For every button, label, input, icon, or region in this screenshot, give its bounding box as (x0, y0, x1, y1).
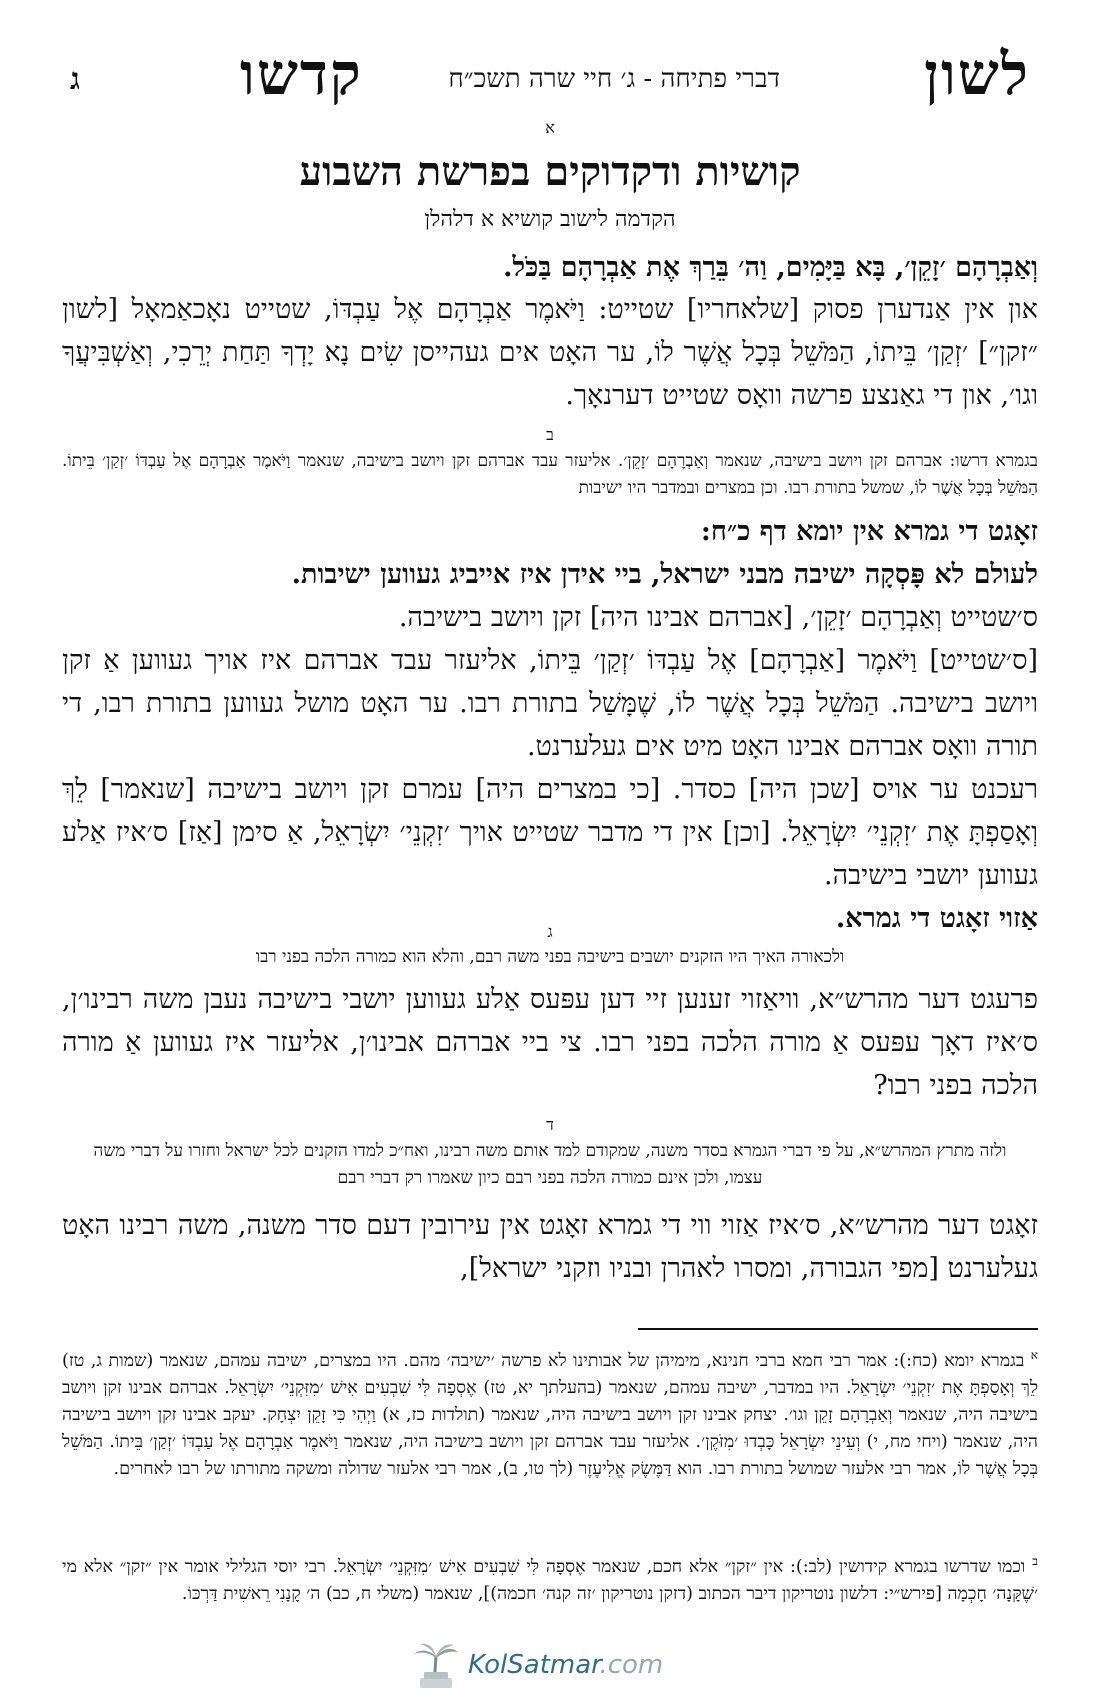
footnote-2-mark: ב (1032, 1554, 1038, 1568)
logo-text (468, 1650, 663, 1680)
verse-line: וְאַבְרָהָם ׳זָקֵן׳, בָּא בַּיָּמִים, וַה׳ בֵּרַךְ אֶת אַבְרָהָם בַּכֹּל. (503, 252, 1038, 283)
paragraph-2 (62, 510, 1038, 940)
caption-gimel: ולכאורה האיך היו הזקנים יושבים בישיבה בפני משה רבם, והלא הוא כמורה הלכה בפני רבו (255, 947, 845, 967)
footnote-1-mark: א (1030, 1348, 1038, 1362)
header-subtitle: דברי פתיחה - ג׳ חיי שרה תשכ״ח (448, 64, 780, 94)
paragraph-2-line-5: רעכנט ער אויס [שכן היה] כסדר. [כי במצרים היה] עמרם זקן ויושב בישיבה [שנאמר] לֵךְ וְאָסַפְתָּ אֶת ׳זִקְנֵי׳ יִשְׂרָאֵל. [וכן] אין די מדבר שטייט אויך ׳זִקְנֵי׳ יִשְׂרָאֵל, אַ סימן [אַז] ס׳איז אַלע געווען יושבי בישיבה. (62, 774, 1038, 891)
page-number: ג (70, 62, 80, 97)
header-kodesh: קדשו (240, 40, 363, 108)
caption-bet: בגמרא דרשו: אברהם זקן ויושב בישיבה, שנאמר וְאַבְרָהָם ׳זָקֵן׳. אליעזר עבד אברהם זקן ויושב בישיבה, שנאמר וַיֹּאמֶר אַבְרָהָם אֶל עַבְדּוֹ ׳זְקַן׳ בֵּיתוֹ. הַמֹּשֵׁל בְּכָל אֲשֶׁר לוֹ, שמשל בתורת רבו. וכן במצרים ובמדבר היו ישיבות (62, 451, 1038, 498)
footnote-1 (62, 1342, 1038, 1483)
kolsatmar-logo[interactable] (410, 1642, 710, 1692)
section-marker-alef: א (545, 118, 555, 137)
page-header (60, 40, 1040, 110)
section-marker-gimel: ג (547, 922, 553, 941)
header-lashon: לשון (924, 40, 1030, 108)
footnote-2 (62, 1548, 1038, 1608)
paragraph-1: און אין אַנדערן פסוק [שלאחריו] שטייט: וַיֹּאמֶר אַבְרָהָם אֶל עַבְדּוֹ, שטייט נאָכאַמאָל [לשון ״זקן״] ׳זְקַן׳ בֵּיתוֹ, הַמֹּשֵׁל בְּכָל אֲשֶׁר לוֹ, ער האָט אים געהייסן שִׂים נָא יָדְךָ תַּחַת יְרֵכִי, וְאַשְׁבִּיעֲךָ וגו׳, און די גאַנצע פרשה וואָס שטייט דערנאָך. (62, 294, 1038, 411)
paragraph-3: פרעגט דער מהרש״א, וויאַזוי זענען זיי דען עפּעס אַלע געווען יושבי בישיבה נעבן משה רבינו׳ן, ס׳איז דאָך עפּעס אַ מורה הלכה בפני רבו. צי ביי אברהם אבינו׳ן, אליעזר איז געווען אַ מורה הלכה בפני רבו? (62, 984, 1038, 1101)
section-marker-bet: ב (546, 425, 554, 444)
footnote-divider (638, 1328, 1038, 1330)
paragraph-2-line-4: [ס׳שטייט] וַיֹּאמֶר [אַבְרָהָם] אֶל עַבְדּוֹ ׳זְקַן׳ בֵּיתוֹ, אליעזר עבד אברהם איז אויך געווען אַ זקן ויושב בישיבה. הַמֹּשֵׁל בְּכָל אֲשֶׁר לוֹ, שֶׁמָּשַׁל בתורת רבו. ער האָט מושל געווען בתורת רבו, די תורה וואָס אברהם אבינו האָט מיט אים געלערנט. (62, 645, 1038, 762)
paragraph-2-line-2: לעולם לא פָּסְקָה ישיבה מבני ישראל, ביי אידן איז אייביג געווען ישיבות. (291, 559, 1038, 590)
paragraph-4: זאָגט דער מהרש״א, ס׳איז אַזוי ווי די גמרא זאָגט אין עירובין דעם סדר משנה, משה רבינו האָט געלערנט [מפי הגבורה, ומסרו לאהרן ובניו וזקני ישראל], (62, 1210, 1038, 1284)
paragraph-2-line-6: אַזוי זאָגט די גמרא. (835, 903, 1038, 934)
caption-dalet: ולזה מתרץ המהרש״א, על פי דברי הגמרא בסדר משנה, שמקודם למד אותם משה רבינו, ואח״כ למדו הזקנים לכל ישראל וחזרו על דברי משה עצמו, ולכן אינם כמורה הלכה בפני רבם כיון שאמרו רק דברי רבם (93, 1141, 1007, 1188)
section-marker-dalet: ד (546, 1115, 554, 1134)
footnote-1-text: בגמרא יומא (כח:): אמר רבי חמא ברבי חנינא, מימיהן של אבותינו לא פרשה ׳ישיבה׳ מהם. היו במצרים, ישיבה עמהם, שנאמר (שמות ג, טז) לֵךְ וְאָסַפְתָּ אֶת ׳זִקְנֵי׳ יִשְׂרָאֵל. היו במדבר, ישיבה עמהם, שנאמר (בהעלתך יא, טז) אֶסְפָה לִּי שִׁבְעִים אִישׁ ׳מִזִּקְנֵי׳ יִשְׂרָאֵל. אברהם אבינו זקן ויושב בישיבה היה, שנאמר וְאַבְרָהָם זָקֵן וגו׳. יצחק אבינו זקן ויושב בישיבה היה, שנאמר (תולדות כז, א) וַיְהִי כִּי זָקֵן יִצְחָק. יעקב אבינו זקן ויושב בישיבה היה, שנאמר (ויחי מח, י) וְעֵינֵי יִשְׂרָאֵל כָּבְדוּ ׳מִזֹּקֶן׳. אליעזר עבד אברהם זקן ויושב בישיבה היה, שנאמר וַיֹּאמֶר אַבְרָהָם אֶל עַבְדּוֹ ׳זְקַן׳ בֵּיתוֹ. הַמֹּשֵׁל בְּכָל אֲשֶׁר לוֹ, אמר רבי אלעזר שמושל בתורת רבו. הוא דַּמֶּשֶׂק אֱלִיעֶזֶר (לך טו, ב), אמר רבי אלעזר שדולה ומשקה מתורתו של רבו לאחרים. (62, 1350, 1038, 1479)
paragraph-2-line-1: זאָגט די גמרא אין יומא דף כ״ח: (700, 516, 1038, 547)
footnote-2-text: וכמו שדרשו בגמרא קידושין (לב:): אין ״זקן״ אלא חכם, שנאמר אֶסְפָה לִּי שִׁבְעִים אִישׁ ׳מִזִּקְנֵי׳ יִשְׂרָאֵל. רבי יוסי הגלילי אומר אין ״זקן״ אלא מי ׳שֶׁקָּנָה׳ חָכְמָה [פירש״י: דלשון נוטריקון דיבר הכתוב (דזקן נוטריקון ׳זה קנה׳ חכמה)], שנאמר (משלי ח, כב) ה׳ קָנָנִי רֵאשִׁית דַּרְכּוֹ. (62, 1556, 1038, 1604)
page-subtitle: הקדמה לישוב קושיא א דלהלן (424, 207, 676, 232)
logo-domain: .com (599, 1650, 664, 1680)
palm-tree-book-icon (410, 1642, 462, 1690)
paragraph-2-line-3: ס׳שטייט וְאַבְרָהָם ׳זָקֵן׳, [אברהם אבינו היה] זקן ויושב בישיבה. (398, 602, 1038, 633)
page-title: קושיות ודקדוקים בפרשת השבוע (299, 148, 801, 195)
logo-name: KolSatmar (468, 1650, 600, 1680)
